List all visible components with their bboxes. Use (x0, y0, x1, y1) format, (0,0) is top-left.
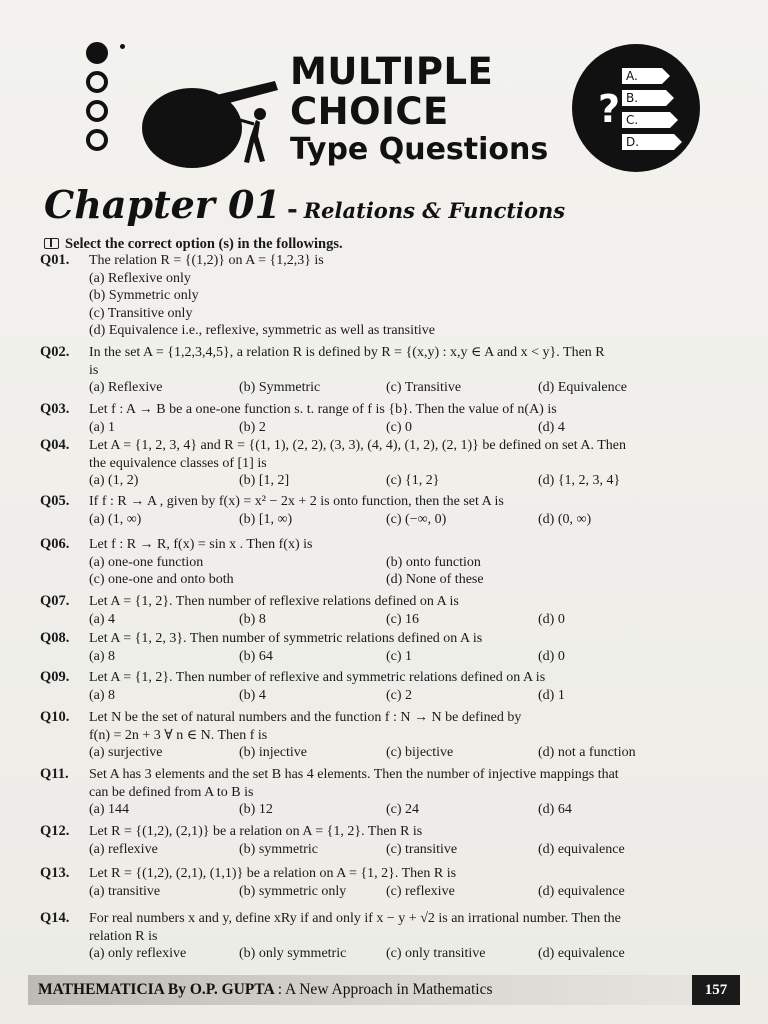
option-row (89, 883, 740, 901)
footer-tagline: : A New Approach in Mathematics (277, 981, 493, 998)
option-choice[interactable]: (a) Reflexive only (89, 270, 191, 286)
chapter-heading (44, 182, 565, 227)
chapter-dash: - (286, 195, 298, 225)
question-number: Q07. (40, 593, 70, 609)
question-item (40, 823, 740, 858)
question-item (40, 766, 740, 819)
chapter-subtitle: Relations & Functions (303, 198, 566, 223)
option-choice[interactable]: (d) 0 (538, 648, 565, 664)
question-item (40, 493, 740, 528)
filled-dot-icon (86, 42, 108, 64)
option-choice[interactable]: (b) symmetric (239, 841, 318, 857)
question-item (40, 401, 740, 436)
option-choice[interactable]: (a) 8 (89, 687, 116, 703)
option-row (89, 611, 740, 629)
option-choice[interactable]: (b) 2 (239, 419, 266, 435)
option-choice[interactable]: (c) reflexive (386, 883, 455, 899)
option-choice[interactable]: (c) only transitive (386, 946, 486, 961)
option-choice[interactable]: (d) Equivalence i.e., reflexive, symmetric as well as transitive (89, 323, 435, 338)
question-item (40, 252, 740, 340)
option-choice[interactable]: (a) 144 (89, 802, 130, 817)
option-choice[interactable]: (c) 0 (386, 419, 413, 435)
option-choice[interactable]: (c) {1, 2} (386, 473, 440, 488)
question-text: Let A = {1, 2, 3, 4} and R = {(1, 1), (2, 2), (3, 3), (4, 4), (1, 2), (2, 1)} be defined on set A. Then (89, 438, 626, 453)
page-number: 157 (692, 975, 740, 1005)
question-number: Q04. (40, 437, 70, 453)
question-text: Let A = {1, 2}. Then number of reflexive relations defined on A is (89, 594, 459, 609)
badge-option-d: D. (626, 135, 640, 149)
quiz-badge-icon (570, 42, 702, 174)
option-choice[interactable]: (d) 4 (538, 419, 565, 435)
option-row (89, 472, 740, 490)
question-item (40, 344, 740, 397)
options (89, 379, 740, 397)
question-number: Q01. (40, 252, 70, 268)
option-row (89, 419, 740, 437)
question-number: Q08. (40, 630, 70, 646)
option-choice[interactable]: (a) 1 (89, 419, 116, 435)
option-choice[interactable]: (b) 12 (239, 802, 273, 817)
question-text: Let f : R → R, f(x) = sin x . Then f(x) is (89, 537, 313, 552)
question-item (40, 630, 740, 665)
option-row (89, 744, 740, 762)
option-choice[interactable]: (d) Equivalence (538, 380, 628, 395)
option-choice[interactable]: (b) symmetric only (239, 883, 347, 899)
question-number: Q02. (40, 344, 70, 360)
option-row (89, 322, 740, 340)
option-choice[interactable]: (a) transitive (89, 883, 161, 899)
option-choice[interactable]: (b) 64 (239, 648, 273, 664)
decorative-dots (86, 42, 116, 158)
question-number: Q13. (40, 865, 70, 881)
option-choice[interactable]: (c) (−∞, 0) (386, 511, 447, 527)
boulder-pusher-icon (140, 76, 280, 171)
option-choice[interactable]: (c) transitive (386, 841, 458, 857)
question-number: Q10. (40, 709, 70, 725)
option-choice[interactable]: (b) Symmetric (239, 380, 321, 395)
option-choice[interactable]: (b) only symmetric (239, 946, 347, 961)
question-mark-icon: ? (598, 87, 621, 131)
option-choice[interactable]: (b) [1, ∞) (239, 511, 293, 527)
options (89, 611, 740, 629)
question-number: Q05. (40, 493, 70, 509)
spark-dot-icon (120, 44, 125, 49)
title-line-2: CHOICE (290, 90, 449, 133)
footer (28, 975, 740, 1005)
question-text: Let A = {1, 2}. Then number of reflexive and symmetric relations defined on A is (89, 670, 546, 685)
question-number: Q09. (40, 669, 70, 685)
option-choice[interactable]: (c) Transitive (386, 380, 462, 395)
options (89, 270, 740, 340)
option-choice[interactable]: (a) only reflexive (89, 946, 187, 961)
options (89, 472, 740, 490)
question-item (40, 709, 740, 762)
instruction (44, 236, 343, 253)
option-choice[interactable]: (a) reflexive (89, 841, 158, 857)
option-choice[interactable]: (a) 4 (89, 611, 116, 627)
footer-brand: MATHEMATICIA By O.P. GUPTA (38, 981, 274, 998)
question-number: Q14. (40, 910, 70, 926)
question-item (40, 865, 740, 900)
options (89, 945, 740, 963)
option-row (89, 270, 740, 288)
question-text: the equivalence classes of [1] is (89, 455, 267, 471)
question-item (40, 593, 740, 628)
option-choice[interactable]: (d) None of these (386, 572, 484, 587)
option-choice[interactable]: (b) injective (239, 745, 308, 760)
option-choice[interactable]: (a) (1, 2) (89, 473, 139, 488)
option-choice[interactable]: (b) Symmetric only (89, 288, 199, 303)
question-text: If f : R → A , given by f(x) = x² − 2x + 2 is onto function, then the set A is (89, 494, 504, 509)
options (89, 744, 740, 762)
option-row (89, 571, 740, 589)
question-text: Let N be the set of natural numbers and the function f : N → N be defined by (89, 710, 522, 725)
question-text: can be defined from A to B is (89, 784, 254, 800)
title-line-1: MULTIPLE (290, 50, 494, 93)
option-choice[interactable]: (d) 0 (538, 611, 565, 627)
option-row (89, 287, 740, 305)
badge-option-b: B. (626, 91, 639, 105)
question-item (40, 669, 740, 704)
header-title (290, 52, 548, 168)
options (89, 419, 740, 437)
option-row (89, 648, 740, 666)
option-choice[interactable]: (d) 1 (538, 687, 565, 703)
question-number: Q03. (40, 401, 70, 417)
option-choice[interactable]: (d) equivalence (538, 841, 625, 857)
option-choice[interactable]: (d) equivalence (538, 946, 625, 961)
hollow-dot-icon (86, 129, 108, 151)
option-choice[interactable]: (b) 8 (239, 611, 266, 627)
chapter-label: Chapter 01 (44, 182, 281, 227)
option-choice[interactable]: (d) equivalence (538, 883, 625, 899)
option-choice[interactable]: (d) 64 (538, 802, 572, 817)
badge-option-c: C. (626, 113, 639, 127)
option-choice[interactable]: (c) bijective (386, 745, 454, 760)
options (89, 554, 740, 589)
option-choice[interactable]: (d) not a function (538, 745, 636, 760)
options (89, 801, 740, 819)
option-choice[interactable]: (a) surjective (89, 745, 163, 760)
option-choice[interactable]: (c) 2 (386, 687, 413, 703)
option-row (89, 511, 740, 529)
options (89, 883, 740, 901)
question-text: Let f : A → B be a one-one function s. t. range of f is {b}. Then the value of n(A) is (89, 402, 557, 417)
question-text: In the set A = {1,2,3,4,5}, a relation R is defined by R = {(x,y) : x,y ∈ A and x < y}. Then R (89, 345, 605, 360)
option-choice[interactable]: (c) one-one and onto both (89, 572, 234, 587)
option-row (89, 305, 740, 323)
question-item (40, 910, 740, 963)
option-choice[interactable]: (d) {1, 2, 3, 4} (538, 473, 621, 488)
question-text: Let R = {(1,2), (2,1), (1,1)} be a relation on A = {1, 2}. Then R is (89, 866, 457, 881)
option-choice[interactable]: (a) Reflexive (89, 380, 163, 395)
question-text: For real numbers x and y, define xRy if and only if x − y + √2 is an irrational number. Then the (89, 911, 621, 926)
book-icon (44, 238, 59, 249)
question-text: The relation R = {(1,2)} on A = {1,2,3} is (89, 253, 324, 268)
question-number: Q11. (40, 766, 69, 782)
options (89, 511, 740, 529)
question-number: Q06. (40, 536, 70, 552)
option-choice[interactable]: (a) 8 (89, 648, 116, 664)
option-row (89, 945, 740, 963)
option-choice[interactable]: (c) 16 (386, 611, 420, 627)
question-item (40, 536, 740, 589)
option-row (89, 801, 740, 819)
option-choice[interactable]: (a) one-one function (89, 554, 204, 570)
option-choice[interactable]: (a) (1, ∞) (89, 511, 142, 527)
question-text: Set A has 3 elements and the set B has 4 elements. Then the number of injective mappings that (89, 767, 619, 782)
question-text: Let R = {(1,2), (2,1)} be a relation on A = {1, 2}. Then R is (89, 824, 423, 839)
option-choice[interactable]: (b) [1, 2] (239, 473, 290, 488)
badge-option-a: A. (626, 69, 638, 83)
option-row (89, 379, 740, 397)
option-choice[interactable]: (b) 4 (239, 687, 266, 703)
hollow-dot-icon (86, 100, 108, 122)
hollow-dot-icon (86, 71, 108, 93)
option-choice[interactable]: (c) 24 (386, 802, 420, 817)
option-row (89, 554, 740, 572)
options (89, 648, 740, 666)
option-choice[interactable]: (d) (0, ∞) (538, 511, 592, 527)
question-number: Q12. (40, 823, 70, 839)
question-text: is (89, 362, 99, 378)
question-item (40, 437, 740, 490)
instruction-text: Select the correct option (s) in the followings. (65, 236, 343, 252)
option-choice[interactable]: (b) onto function (386, 554, 481, 570)
footer-text (38, 981, 493, 999)
option-choice[interactable]: (c) Transitive only (89, 305, 193, 321)
options (89, 687, 740, 705)
option-choice[interactable]: (c) 1 (386, 648, 413, 664)
question-text: relation R is (89, 928, 158, 944)
title-line-3: Type Questions (290, 132, 549, 167)
option-row (89, 841, 740, 859)
question-text: f(n) = 2n + 3 ∀ n ∈ N. Then f is (89, 727, 268, 743)
options (89, 841, 740, 859)
option-row (89, 687, 740, 705)
question-text: Let A = {1, 2, 3}. Then number of symmetric relations defined on A is (89, 631, 483, 646)
